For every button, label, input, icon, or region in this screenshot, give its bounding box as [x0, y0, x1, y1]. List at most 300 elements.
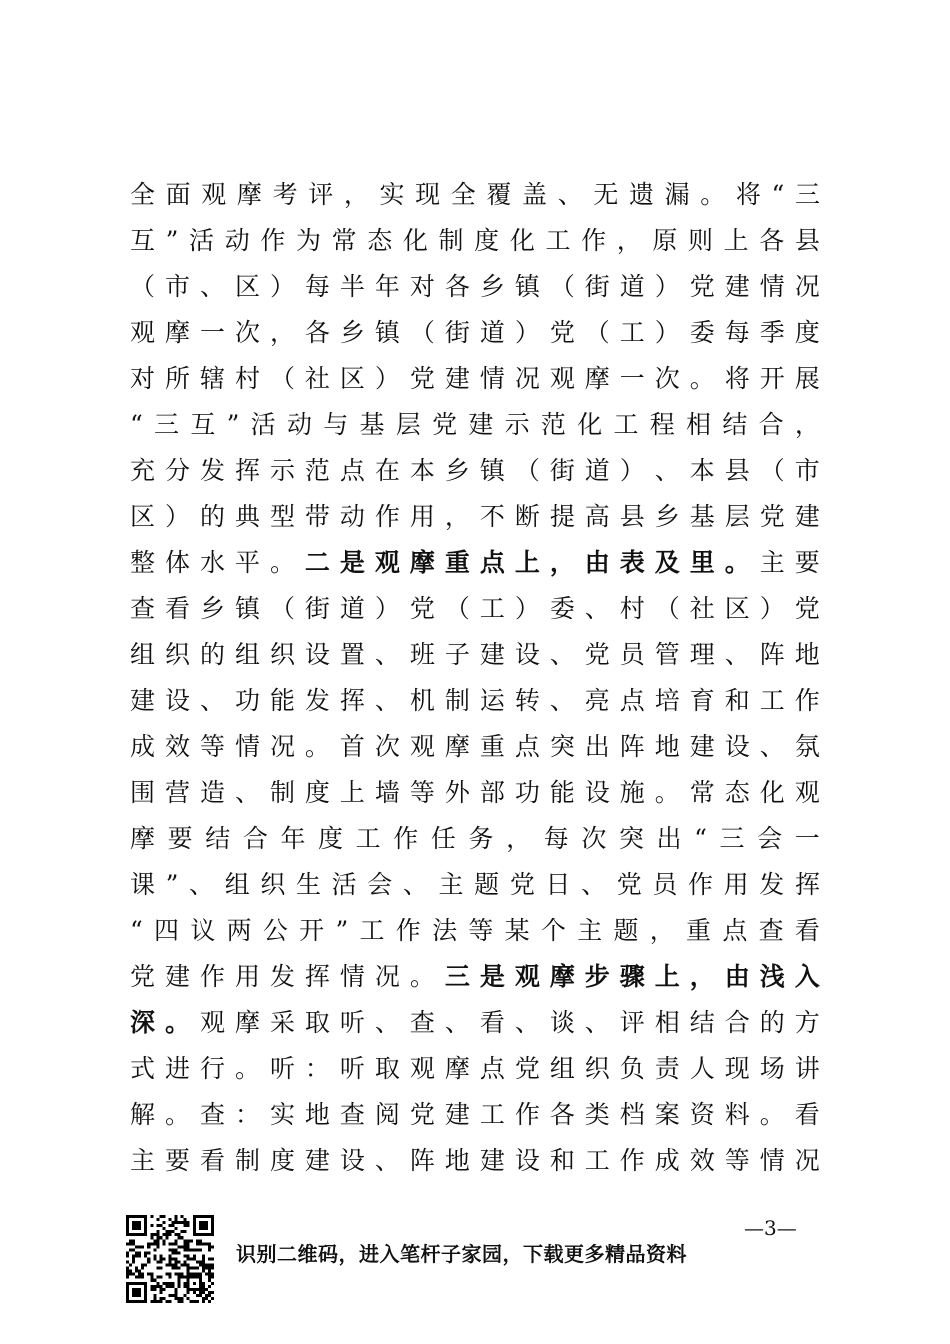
text-line — [130, 402, 820, 448]
char: 示 — [504, 410, 530, 439]
text-line — [130, 586, 820, 632]
char: 社 — [304, 364, 330, 393]
char: 摩 — [164, 318, 190, 347]
char: 基 — [359, 410, 385, 439]
char: 负 — [619, 1054, 645, 1083]
char: 体 — [164, 548, 190, 577]
char: 、 — [374, 686, 400, 715]
char: “ — [771, 180, 785, 209]
char: 作 — [199, 962, 225, 991]
bold-char: 骤 — [619, 962, 645, 991]
char: 况 — [794, 272, 820, 301]
char: 。 — [700, 180, 726, 209]
char: 开 — [299, 916, 325, 945]
char: 充 — [130, 456, 156, 485]
char: 查 — [409, 1008, 435, 1037]
char: 情 — [339, 962, 365, 991]
char: （ — [584, 318, 610, 347]
char: 动 — [286, 410, 312, 439]
char: 党 — [584, 640, 610, 669]
char: 整 — [130, 548, 156, 577]
char: 等 — [199, 732, 225, 761]
char: 分 — [164, 456, 190, 485]
char: 能 — [269, 686, 295, 715]
char: 地 — [794, 640, 820, 669]
char: 面 — [165, 180, 191, 209]
char: 观 — [794, 778, 820, 807]
char: ” — [226, 410, 240, 439]
char: 活 — [189, 226, 215, 255]
char: 等 — [468, 916, 494, 945]
char: 、 — [402, 870, 428, 899]
char: 发 — [759, 870, 785, 899]
char: 主 — [577, 916, 603, 945]
text-line — [130, 172, 820, 218]
char: 成 — [130, 732, 156, 761]
char: 观 — [409, 1054, 435, 1083]
char: 要 — [164, 1146, 190, 1175]
bold-char: 上 — [654, 962, 680, 991]
char: 、 — [654, 456, 680, 485]
char: 阵 — [759, 640, 785, 669]
char: ” — [335, 916, 349, 945]
char: 观 — [201, 180, 227, 209]
char: 会 — [757, 824, 783, 853]
char: 发 — [199, 456, 225, 485]
bold-char: 及 — [654, 548, 680, 577]
char: ， — [794, 410, 820, 439]
char: 工 — [759, 686, 785, 715]
char: 责 — [654, 1054, 680, 1083]
bold-char: ， — [689, 962, 715, 991]
char: 营 — [164, 778, 190, 807]
char: 街 — [304, 594, 330, 623]
char: 任 — [430, 824, 456, 853]
char: 功 — [234, 686, 260, 715]
char: 采 — [269, 1008, 295, 1037]
char: 墙 — [374, 778, 400, 807]
char: 用 — [409, 502, 435, 531]
char: 理 — [689, 640, 715, 669]
char: 看 — [794, 1100, 820, 1129]
char: 设 — [304, 640, 330, 669]
char: 度 — [474, 226, 500, 255]
char: 作 — [619, 1146, 645, 1175]
char: 工 — [359, 916, 385, 945]
char: 设 — [164, 686, 190, 715]
char: 区 — [724, 594, 750, 623]
char: （ — [549, 272, 575, 301]
bold-char: 表 — [619, 548, 645, 577]
char: 点 — [339, 456, 365, 485]
char: 合 — [242, 824, 268, 853]
bold-char: 是 — [339, 548, 365, 577]
char: 子 — [444, 640, 470, 669]
char: 覆 — [486, 180, 512, 209]
char: 各 — [304, 318, 330, 347]
char: 案 — [654, 1100, 680, 1129]
bold-char: 摩 — [409, 548, 435, 577]
char: 部 — [479, 778, 505, 807]
bold-char: 摩 — [549, 962, 575, 991]
char: 社 — [689, 594, 715, 623]
char: 态 — [724, 778, 750, 807]
char: 阵 — [409, 1146, 435, 1175]
bold-char: 入 — [794, 962, 820, 991]
bold-char: 三 — [444, 962, 470, 991]
char: 建 — [724, 272, 750, 301]
char: 、 — [584, 594, 610, 623]
char: 不 — [479, 502, 505, 531]
char: 用 — [723, 870, 749, 899]
char: 两 — [226, 916, 252, 945]
char: 三 — [154, 410, 180, 439]
char: 、 — [374, 640, 400, 669]
char: （ — [514, 456, 540, 485]
char: 市 — [794, 456, 820, 485]
char: 区 — [130, 502, 156, 531]
text-line — [130, 862, 820, 908]
char: 提 — [549, 502, 575, 531]
char: 造 — [199, 778, 225, 807]
body-text — [130, 172, 820, 1184]
char: 结 — [689, 1008, 715, 1037]
char: 设 — [339, 1146, 365, 1175]
char: 挥 — [234, 456, 260, 485]
char: 、 — [549, 686, 575, 715]
char: 施 — [619, 778, 645, 807]
char: 与 — [323, 410, 349, 439]
char: 。 — [269, 548, 295, 577]
char: 突 — [618, 824, 644, 853]
char: 漏 — [664, 180, 690, 209]
char: 地 — [304, 1100, 330, 1129]
char: 、 — [759, 732, 785, 761]
char: 年 — [374, 272, 400, 301]
char: 上 — [339, 778, 365, 807]
char: 道 — [339, 594, 365, 623]
char: 开 — [759, 364, 785, 393]
char: （ — [654, 594, 680, 623]
char: 一 — [794, 824, 820, 853]
char: 阅 — [374, 1100, 400, 1129]
char: 断 — [514, 502, 540, 531]
char: 、 — [189, 870, 215, 899]
char: （ — [269, 364, 295, 393]
char: 查 — [199, 1100, 225, 1129]
char: 情 — [759, 272, 785, 301]
char: 发 — [304, 686, 330, 715]
char: “ — [130, 410, 143, 439]
char: 日 — [545, 870, 571, 899]
char: 运 — [479, 686, 505, 715]
char: 委 — [689, 318, 715, 347]
char: 人 — [689, 1054, 715, 1083]
bold-char: 是 — [479, 962, 505, 991]
qr-code-icon — [126, 1215, 214, 1303]
char: 组 — [224, 870, 250, 899]
char: 。 — [654, 778, 680, 807]
char: 重 — [686, 916, 712, 945]
char: （ — [444, 594, 470, 623]
char: 建 — [444, 1100, 470, 1129]
char: 互 — [130, 226, 156, 255]
text-line — [130, 218, 820, 264]
char: 效 — [689, 1146, 715, 1175]
char: 街 — [584, 272, 610, 301]
char: 活 — [250, 410, 276, 439]
text-line — [130, 632, 820, 678]
char: 动 — [339, 502, 365, 531]
char: 平 — [234, 548, 260, 577]
char: 评 — [619, 1008, 645, 1037]
char: 化 — [577, 410, 603, 439]
char: 情 — [759, 1146, 785, 1175]
page-number: —3— — [744, 1216, 797, 1240]
char: ， — [506, 824, 532, 853]
char: 建 — [130, 686, 156, 715]
char: 育 — [689, 686, 715, 715]
text-line — [130, 1138, 820, 1184]
char: 次 — [374, 732, 400, 761]
char: 一 — [619, 364, 645, 393]
bold-char: 重 — [444, 548, 470, 577]
char: 党 — [616, 870, 642, 899]
char: 度 — [318, 824, 344, 853]
char: 外 — [444, 778, 470, 807]
char: 成 — [654, 1146, 680, 1175]
char: 化 — [402, 226, 428, 255]
text-line — [130, 1046, 820, 1092]
char: 季 — [759, 318, 785, 347]
char: 工 — [479, 1100, 505, 1129]
char: 组 — [549, 1054, 575, 1083]
char: 况 — [514, 364, 540, 393]
char: 乡 — [444, 456, 470, 485]
char: 能 — [549, 778, 575, 807]
bold-char: 浅 — [759, 962, 785, 991]
char: 党 — [759, 502, 785, 531]
char: 道 — [479, 318, 505, 347]
char: 的 — [759, 1008, 785, 1037]
char: ” — [165, 226, 179, 255]
char: 解 — [130, 1100, 156, 1129]
char: ） — [164, 502, 190, 531]
char: 方 — [794, 1008, 820, 1037]
char: 取 — [374, 1054, 400, 1083]
char: 盖 — [522, 180, 548, 209]
char: 作 — [374, 502, 400, 531]
char: 区 — [339, 364, 365, 393]
char: 的 — [199, 502, 225, 531]
char: 摩 — [130, 824, 156, 853]
char: 设 — [514, 1146, 540, 1175]
char: 和 — [724, 686, 750, 715]
char: 地 — [654, 732, 680, 761]
char: 典 — [234, 502, 260, 531]
char: 三 — [719, 824, 745, 853]
char: ） — [759, 594, 785, 623]
char: 要 — [167, 824, 193, 853]
char: 氛 — [794, 732, 820, 761]
char: 化 — [759, 778, 785, 807]
char: 点 — [514, 732, 540, 761]
char: 镇 — [374, 318, 400, 347]
char: 管 — [654, 640, 680, 669]
char: “ — [694, 824, 707, 853]
char: 村 — [619, 594, 645, 623]
char: 情 — [234, 732, 260, 761]
char: 乡 — [479, 272, 505, 301]
char: 织 — [269, 640, 295, 669]
char: 况 — [374, 962, 400, 991]
char: 建 — [304, 1146, 330, 1175]
bold-char: 里 — [689, 548, 715, 577]
char: 、 — [199, 686, 225, 715]
char: 市 — [164, 272, 190, 301]
char: ， — [616, 226, 642, 255]
char: 挥 — [339, 686, 365, 715]
char: 主 — [130, 1146, 156, 1175]
char: 讲 — [794, 1054, 820, 1083]
char: 展 — [794, 364, 820, 393]
char: 料 — [724, 1100, 750, 1129]
char: 全 — [450, 180, 476, 209]
bold-char: ， — [549, 548, 575, 577]
char: 县 — [724, 456, 750, 485]
char: 县 — [619, 502, 645, 531]
char: 示 — [269, 456, 295, 485]
char: 委 — [549, 594, 575, 623]
char: 听 — [269, 1054, 295, 1083]
char: ） — [514, 594, 540, 623]
char: 镇 — [514, 272, 540, 301]
char: 各 — [759, 226, 785, 255]
char: 基 — [689, 502, 715, 531]
char: 作 — [260, 226, 286, 255]
char: 区 — [234, 272, 260, 301]
char: 党 — [549, 318, 575, 347]
char: 查 — [758, 916, 784, 945]
char: 培 — [654, 686, 680, 715]
bold-char: 由 — [724, 962, 750, 991]
char: 党 — [514, 1054, 540, 1083]
char: 摩 — [236, 180, 262, 209]
char: 员 — [619, 640, 645, 669]
char: 看 — [479, 1008, 505, 1037]
char: 层 — [395, 410, 421, 439]
char: 互 — [190, 410, 216, 439]
char: 、 — [581, 870, 607, 899]
char: 带 — [304, 502, 330, 531]
char: 四 — [154, 916, 180, 945]
char: 设 — [724, 732, 750, 761]
char: 点 — [619, 686, 645, 715]
char: 党 — [409, 364, 435, 393]
char: 为 — [295, 226, 321, 255]
char: 查 — [130, 594, 156, 623]
char: 织 — [164, 640, 190, 669]
char: 每 — [543, 824, 569, 853]
char: ） — [514, 318, 540, 347]
char: 、 — [374, 1008, 400, 1037]
char: 用 — [234, 962, 260, 991]
bold-char: 步 — [584, 962, 610, 991]
char: 常 — [689, 778, 715, 807]
text-line — [130, 540, 820, 586]
char: 亮 — [584, 686, 610, 715]
text-line — [130, 770, 820, 816]
char: 则 — [688, 226, 714, 255]
char: 某 — [504, 916, 530, 945]
char: 作 — [581, 226, 607, 255]
char: 资 — [689, 1100, 715, 1129]
char: 听 — [339, 1008, 365, 1037]
char: ： — [304, 1054, 330, 1083]
char: 、 — [514, 1008, 540, 1037]
char: 村 — [234, 364, 260, 393]
char: 观 — [199, 1008, 225, 1037]
char: 各 — [549, 1100, 575, 1129]
char: 效 — [164, 732, 190, 761]
char: 设 — [514, 640, 540, 669]
char: 等 — [724, 1146, 750, 1175]
char: 态 — [367, 226, 393, 255]
text-line — [130, 356, 820, 402]
char: 县 — [794, 226, 820, 255]
char: 看 — [794, 916, 820, 945]
char: 发 — [269, 962, 295, 991]
char: 转 — [514, 686, 540, 715]
char: 、 — [234, 778, 260, 807]
text-line — [130, 1000, 820, 1046]
char: 党 — [432, 410, 458, 439]
char: 乡 — [199, 594, 225, 623]
text-line — [130, 264, 820, 310]
char: “ — [130, 916, 143, 945]
char: 看 — [164, 594, 190, 623]
bold-char: 二 — [304, 548, 330, 577]
char: 建 — [164, 962, 190, 991]
bold-char: 上 — [514, 548, 540, 577]
char: 道 — [619, 272, 645, 301]
bold-char: 由 — [584, 548, 610, 577]
char: 取 — [304, 1008, 330, 1037]
char: 、 — [724, 640, 750, 669]
char: 作 — [514, 1100, 540, 1129]
char: ” — [165, 870, 179, 899]
char: ） — [654, 272, 680, 301]
char: 式 — [130, 1054, 156, 1083]
char: 制 — [438, 226, 464, 255]
char: 建 — [794, 502, 820, 531]
char: 镇 — [234, 594, 260, 623]
char: 实 — [379, 180, 405, 209]
char: 类 — [584, 1100, 610, 1129]
char: 建 — [468, 410, 494, 439]
char: 党 — [409, 1100, 435, 1129]
text-line — [130, 1092, 820, 1138]
char: （ — [409, 318, 435, 347]
char: 挥 — [304, 962, 330, 991]
char: 出 — [656, 824, 682, 853]
char: 。 — [164, 1100, 190, 1129]
text-line — [130, 494, 820, 540]
char: 组 — [130, 640, 156, 669]
char: 范 — [304, 456, 330, 485]
char: 三 — [794, 180, 820, 209]
char: 本 — [689, 456, 715, 485]
